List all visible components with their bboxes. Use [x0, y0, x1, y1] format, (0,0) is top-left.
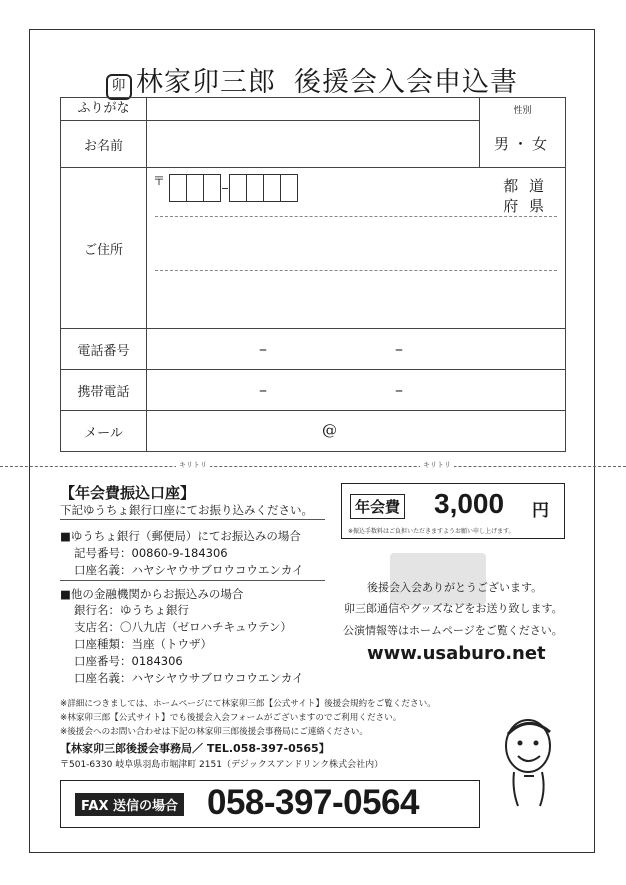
- thanks-line-3: 公演情報等はホームページをご覧ください。: [343, 624, 563, 637]
- furigana-field[interactable]: [147, 98, 480, 121]
- phone-label: 電話番号: [61, 329, 147, 370]
- fee-box: [341, 483, 565, 539]
- branch-name: 支店名：〇八九店（ゼロハチキュウテン）: [74, 620, 292, 634]
- account-type: 口座種類：当座（トウザ）: [74, 637, 212, 651]
- cut-line: [0, 466, 626, 467]
- rabbit-logo-icon: 卯: [106, 74, 132, 100]
- at-mark: @: [322, 421, 337, 439]
- fee-label: 年会費: [350, 494, 405, 519]
- name-label: お名前: [61, 121, 147, 168]
- mail-label: メール: [61, 411, 147, 452]
- note-2: ※林家卯三郎【公式サイト】でも後援会入会フォームがございますのでご利用ください。: [60, 713, 402, 723]
- cut-label-right: キリトリ: [420, 460, 454, 470]
- office-address: 〒501-6330 岐阜県羽島市堀津町 2151（デジックスアンドリンク株式会社内）: [60, 760, 384, 770]
- account-holder: 口座名義：ハヤシヤウサブロウコウエンカイ: [74, 671, 304, 685]
- fax-number[interactable]: 058-397-0564: [207, 783, 419, 822]
- address-field[interactable]: [147, 168, 566, 329]
- note-1: ※詳細につきましては、ホームページにて林家卯三郎【公式サイト】後援会規約をご覧ください。: [60, 699, 436, 709]
- pref-label-1: 都 道: [503, 177, 547, 195]
- fee-amount: 3,000: [434, 488, 505, 519]
- fee-unit: 円: [532, 501, 549, 521]
- gender-choice[interactable]: 男・女: [480, 121, 566, 168]
- application-form: [60, 97, 566, 452]
- mobile-label: 携帯電話: [61, 370, 147, 411]
- name-field[interactable]: [147, 121, 480, 168]
- website-url[interactable]: www.usaburo.net: [367, 643, 546, 664]
- postal-mark: 〒: [153, 174, 166, 188]
- other-heading: ■他の金融機関からお振込みの場合: [60, 587, 244, 601]
- note-3: ※後援会へのお問い合わせは下記の林家卯三郎後援会事務局にご連絡ください。: [60, 727, 368, 737]
- fax-label: FAX 送信の場合: [75, 793, 184, 816]
- pref-label-2: 府 県: [503, 197, 547, 215]
- furigana-label: ふりがな: [61, 98, 147, 121]
- gender-label: 性別: [480, 98, 566, 121]
- fee-heading: 【年会費振込口座】: [60, 484, 196, 502]
- mobile-field[interactable]: – –: [147, 370, 566, 411]
- page-title: [29, 60, 595, 100]
- mail-field[interactable]: [147, 411, 566, 452]
- fee-note: ※振込手数料はご負担いただきますようお願い申し上げます。: [348, 528, 515, 535]
- thanks-line-1: 後援会入会ありがとうございます。: [367, 581, 543, 594]
- post-holder: 口座名義：ハヤシヤウサブロウコウエンカイ: [74, 563, 304, 577]
- title-name: 林家卯三郎: [136, 67, 276, 98]
- title-form: 後援会入会申込書: [294, 67, 518, 98]
- post-heading: ■ゆうちょ銀行（郵便局）にてお振込みの場合: [60, 529, 301, 543]
- address-label: ご住所: [61, 168, 147, 329]
- post-number: 記号番号：00860-9-184306: [74, 546, 228, 560]
- phone-field[interactable]: – –: [147, 329, 566, 370]
- fee-intro: 下記ゆうちょ銀行口座にてお振り込みください。: [60, 503, 313, 517]
- fax-box: [60, 780, 480, 828]
- thanks-line-2: 卯三郎通信やグッズなどをお送り致します。: [344, 602, 563, 615]
- account-number: 口座番号：0184306: [74, 654, 183, 668]
- bank-name: 銀行名：ゆうちょ銀行: [74, 603, 189, 617]
- cut-label-left: キリトリ: [176, 460, 210, 470]
- caricature-illustration: [494, 710, 566, 810]
- office-contact: 【林家卯三郎後援会事務局／ TEL.058-397-0565】: [60, 742, 330, 755]
